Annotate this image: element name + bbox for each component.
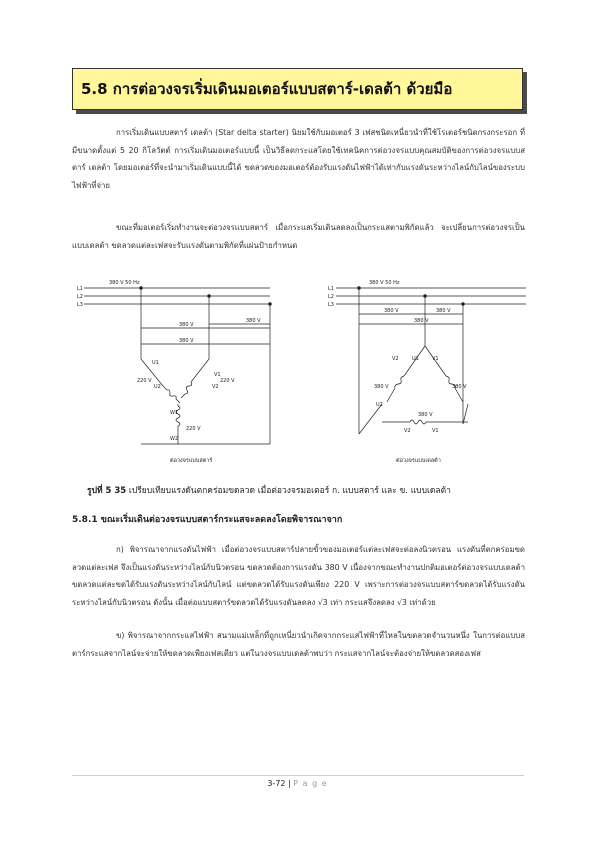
section-title-box (72, 68, 523, 110)
svg-text:U1: U1 (412, 356, 419, 362)
svg-text:U2: U2 (154, 384, 161, 390)
star-supply-label: 380 V 50 Hz (109, 280, 140, 286)
delta-caption: ต่อวงจรแบบเดลต้า (396, 458, 441, 464)
svg-text:U1: U1 (152, 360, 159, 366)
svg-text:380 V: 380 V (246, 318, 261, 324)
star-caption: ต่อวงจรแบบสตาร์ (170, 458, 213, 464)
subsection-title: 5.8.1 ขณะเริ่มเดินต่อวงจรแบบสตาร์กระแสจะลดลงโดยพิจารณาจาก (72, 515, 343, 525)
svg-text:380 V: 380 V (452, 384, 467, 390)
svg-text:V1: V1 (432, 356, 439, 362)
svg-text:V2: V2 (212, 384, 219, 390)
svg-text:380 V: 380 V (179, 338, 194, 344)
footer-separator: | (288, 779, 291, 788)
svg-text:L2: L2 (328, 294, 334, 300)
svg-text:L1: L1 (328, 286, 334, 292)
svg-text:L1: L1 (77, 286, 83, 292)
svg-text:W2: W2 (170, 436, 179, 442)
page-number: 3-72 (267, 779, 286, 788)
figure-caption-label: รูปที่ 5 35 (87, 486, 127, 496)
svg-text:L2: L2 (77, 294, 83, 300)
figure-caption (87, 483, 537, 497)
svg-text:V1: V1 (214, 372, 221, 378)
delta-supply-label: 380 V 50 Hz (369, 280, 400, 286)
svg-text:380 V: 380 V (384, 308, 399, 314)
paragraph-voltage: ก) พิจารณาจากแรงดันไฟฟ้า เมื่อต่อวงจรแบบสตาร์ปลายขั้วของมอเตอร์แต่ละเฟสจะต่อลงนิวตรอน แรงดันที่ตกคร่อมขดลวดแต่ละเฟส จึงเป็นแรงดันระหว่างไลน์กับนิวตรอน ขดลวดต้องการแรงดัน 380 V เนื่องจากขณะทำงานปกติมอเตอร์ต่อวงจรแบบเดลต้าขดลวดแต่ละขดได้รับแรงดันระหว่างไลน์กับไลน์ แต่ขดลวดได้รับแรงดันเพียง 220 V เพราะการต่อวงจรแบบสตาร์ขดลวดได้รับแรงดัน ระหว่างไลน์กับนิวตรอน ดังนั้น เมื่อต่อแบบสตาร์ขดลวดได้รับแรงดันลดลง √3 เท่า กระแสจึงลดลง √3 เท่าด้วย (72, 545, 525, 607)
svg-text:220 V: 220 V (186, 426, 201, 432)
footer-divider (72, 775, 524, 776)
star-delta-figure (74, 264, 526, 474)
svg-text:V2: V2 (392, 356, 399, 362)
svg-text:L3: L3 (328, 302, 334, 308)
svg-text:380 V: 380 V (374, 384, 389, 390)
svg-text:V1: V1 (432, 428, 439, 434)
svg-text:380 V: 380 V (418, 412, 433, 418)
svg-text:W1: W1 (170, 410, 179, 416)
page-footer (0, 779, 595, 788)
paragraph-current: ข) พิจารณาจากกระแสไฟฟ้า สนามแม่เหล็กที่ถูกเหนี่ยวนำเกิดจากกระแสไฟฟ้าที่ไหลในขดลวดจำนวนหนึ่ง ในการต่อแบบสตาร์กระแสจากไลน์จะจ่ายให้ขดลวดเพียงเฟสเดียว แต่ในวงจรแบบเดลต้าพบว่า กระแสจากไลน์จะต้องจ่ายให้ขดลวดสองเฟส (72, 631, 525, 658)
svg-text:L3: L3 (77, 302, 83, 308)
paragraph-intro: การเริ่มเดินแบบสตาร์ เดลต้า (Star delta starter) นิยมใช้กับมอเตอร์ 3 เฟสชนิดเหนี่ยวนำที่ใช้โรเตอร์ชนิดกรงกระรอก ที่มีขนาดตั้งแต่ 5 20 กิโลวัตต์ การเริ่มเดินมอเตอร์แบบนี้ เป็นวิธีลดกระแสโดยใช้เทคนิคการต่อวงจรแบบคุณสมบัติของการต่อวงจรแบบสตาร์ เดลต้า โดยมอเตอร์ที่จะนำมาเริ่มเดินแบบนี้ได้ ขดลวดของมอเตอร์ต้องรับแรงดันไฟฟ้าได้เท่ากับแรงดันระหว่างไลน์กับไลน์ของระบบไฟฟ้าที่จ่าย (72, 128, 525, 190)
svg-text:220 V: 220 V (137, 378, 152, 384)
section-title: 5.8 การต่อวงจรเริ่มเดินมอเตอร์แบบสตาร์-เดลต้า ด้วยมือ (81, 80, 453, 98)
svg-text:U2: U2 (376, 402, 383, 408)
figure-caption-text: เปรียบเทียบแรงดันตกคร่อมขดลวด เมื่อต่อวงจรมอเตอร์ ก. แบบสตาร์ และ ข. แบบเดลต้า (126, 486, 451, 496)
paragraph-operation: ขณะที่มอเตอร์เริ่มทำงานจะต่อวงจรแบบสตาร์ เมื่อกระแสเริ่มเดินลดลงเป็นกระแสตามพิกัดแล้ว จะเปลี่ยนการต่อวงจรเป็นแบบเดลต้า ขดลวดแต่ละเฟสจะรับแรงดันตามพิกัดที่แผ่นป้ายกำหนด (72, 223, 525, 250)
page-word: P a g e (293, 779, 328, 788)
svg-text:220 V: 220 V (220, 378, 235, 384)
svg-text:V2: V2 (404, 428, 411, 434)
svg-text:380 V: 380 V (179, 322, 194, 328)
svg-text:380 V: 380 V (414, 318, 429, 324)
svg-text:380 V: 380 V (436, 308, 451, 314)
star-diagram (84, 287, 271, 444)
